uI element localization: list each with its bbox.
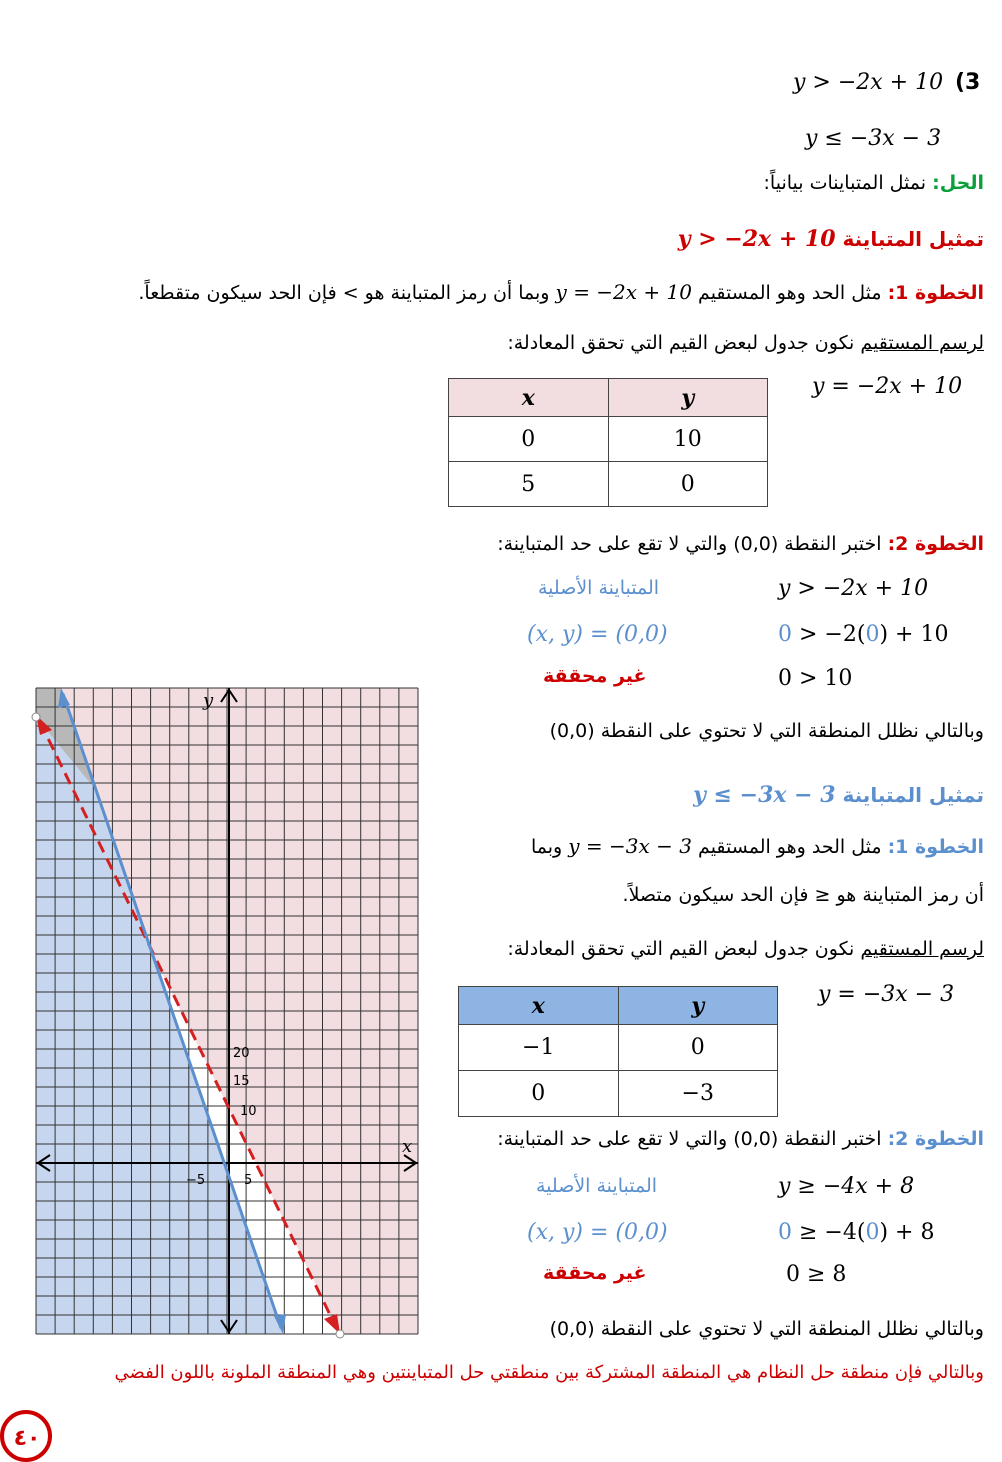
y-axis-label: y — [203, 690, 214, 711]
part1-heading: تمثيل المتباينة y > −2x + 10 — [677, 226, 984, 252]
tick-label-y-10: 10 — [240, 1104, 257, 1119]
table-cell: 5 — [449, 462, 609, 507]
table-header: y — [618, 987, 778, 1025]
part2-table-intro: لرسم المستقيم نكون جدول لبعض القيم التي تحقق المعادلة: — [507, 938, 984, 960]
table-cell: 10 — [608, 417, 768, 462]
table-cell: 0 — [618, 1025, 778, 1071]
part2-heading: تمثيل المتباينة y ≤ −3x − 3 — [693, 782, 984, 808]
solution-line: الحل: نمثل المتباينات بيانياً: — [763, 172, 984, 194]
part2-original-math: y ≥ −4x + 8 — [778, 1174, 915, 1199]
inequality-1: y > −2x + 10 — [793, 70, 944, 95]
dashed-line-endpoint-bottom — [336, 1330, 344, 1338]
table-cell: 0 — [608, 462, 768, 507]
tick-label-y-20: 20 — [233, 1046, 250, 1061]
part1-table-intro: لرسم المستقيم نكون جدول لبعض القيم التي تحقق المعادلة: — [507, 332, 984, 354]
part1-result-math: 0 > 10 — [778, 666, 853, 691]
part2-point: (x, y) = (0,0) — [527, 1220, 668, 1245]
part2-step2: الخطوة 2: اختبر النقطة (0,0) والتي لا تقع على حد المتباينة: — [497, 1128, 984, 1150]
part1-original-label: المتباينة الأصلية — [538, 577, 660, 599]
part2-conclusion: وبالتالي نظلل المنطقة التي لا تحتوي على النقطة (0,0) — [549, 1318, 984, 1340]
table-header: y — [608, 379, 768, 417]
table-cell: 0 — [459, 1071, 619, 1117]
part2-original-label: المتباينة الأصلية — [536, 1175, 658, 1197]
part1-step1: الخطوة 1: مثل الحد وهو المستقيم y = −2x + 10 وبما أن رمز المتباينة هو > فإن الحد سيكون متقطعاً. — [138, 280, 984, 304]
tick-label-x-neg5: −5 — [186, 1173, 206, 1188]
page-number: ٤٠ — [13, 1426, 41, 1451]
final-conclusion: وبالتالي فإن منطقة حل النظام هي المنطقة المشتركة بين منطقتي حل المتباينتين وهي المنطقة الملونة باللون الفضي — [114, 1362, 984, 1383]
part2-result-label: غير محققة — [543, 1262, 647, 1284]
part2-line-equation: y = −3x − 3 — [818, 982, 955, 1007]
inequality-2: y ≤ −3x − 3 — [805, 126, 942, 151]
tick-label-y-15: 15 — [233, 1074, 250, 1089]
part1-conclusion: وبالتالي نظلل المنطقة التي لا تحتوي على النقطة (0,0) — [549, 720, 984, 742]
table-header: x — [449, 379, 609, 417]
problem-number: (3 — [955, 70, 981, 95]
table-cell: −3 — [618, 1071, 778, 1117]
dashed-line-endpoint-top — [32, 713, 40, 721]
table-header: x — [459, 987, 619, 1025]
part1-original-math: y > −2x + 10 — [778, 576, 929, 601]
x-axis-label: x — [402, 1136, 413, 1157]
part2-step1-line2: أن رمز المتباينة هو ≤ فإن الحد سيكون متصلاً. — [622, 884, 984, 906]
part1-result-label: غير محققة — [543, 665, 647, 687]
table-cell: −1 — [459, 1025, 619, 1071]
tick-label-x-5: 5 — [244, 1173, 253, 1188]
part2-substitution: 0 ≥ −4(0) + 8 — [778, 1220, 935, 1245]
table-cell: 0 — [449, 417, 609, 462]
part1-substitution: 0 > −2(0) + 10 — [778, 622, 949, 647]
part2-step1: الخطوة 1: مثل الحد وهو المستقيم y = −3x − 3 وبما — [530, 834, 984, 858]
part1-point: (x, y) = (0,0) — [527, 622, 668, 647]
part1-step2: الخطوة 2: اختبر النقطة (0,0) والتي لا تقع على حد المتباينة: — [497, 533, 984, 555]
part1-line-equation: y = −2x + 10 — [812, 374, 963, 399]
part2-result-math: 0 ≥ 8 — [786, 1262, 847, 1287]
